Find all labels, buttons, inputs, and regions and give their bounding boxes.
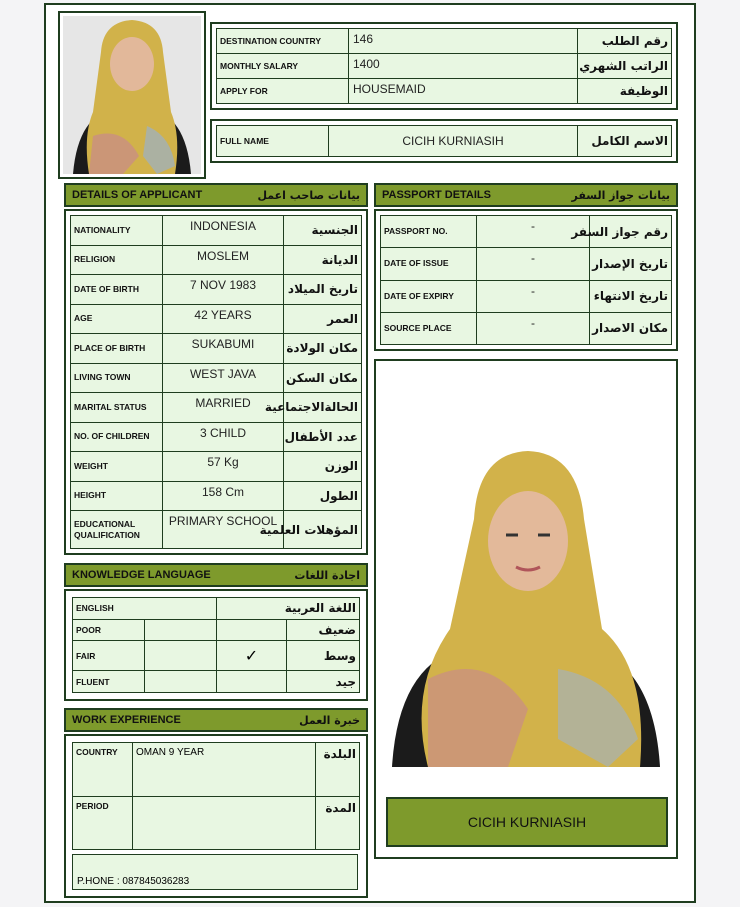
table-row [71, 245, 362, 275]
language-table [72, 597, 360, 693]
row-label: HEIGHT [71, 481, 163, 511]
full-name-label: FULL NAME [217, 126, 329, 157]
row-value: 57 Kg [163, 452, 284, 482]
request-info-box [210, 22, 678, 110]
row-label-arabic: تاريخ الانتهاء [590, 280, 672, 312]
section-header-passport [374, 183, 678, 207]
row-label: PASSPORT NO. [381, 216, 477, 248]
level-label-arabic: ضعيف [287, 619, 360, 641]
row-value: INDONESIA [163, 216, 284, 246]
table-row [71, 481, 362, 511]
table-row [71, 363, 362, 393]
section-title: PASSPORT DETAILS [382, 189, 491, 201]
country-label-arabic: البلدة [316, 743, 360, 797]
row-label-arabic: الحالةالاجتماعية [284, 393, 362, 423]
row-label: PLACE OF BIRTH [71, 334, 163, 364]
level-label-arabic: جيد [287, 671, 360, 693]
period-label: PERIOD [73, 796, 133, 850]
passport-details-table [380, 215, 672, 345]
section-title: KNOWLEDGE LANGUAGE [72, 569, 211, 581]
row-value: HOUSEMAID [349, 79, 578, 104]
row-label: NATIONALITY [71, 216, 163, 246]
table-row [71, 334, 362, 364]
table-row [71, 452, 362, 482]
table-row [381, 280, 672, 312]
table-row [73, 743, 360, 797]
passport-details-box [374, 209, 678, 351]
row-label: WEIGHT [71, 452, 163, 482]
row-value: 42 YEARS [163, 304, 284, 334]
row-label: DATE OF ISSUE [381, 248, 477, 280]
table-row [71, 304, 362, 334]
section-title: DETAILS OF APPLICANT [72, 189, 203, 201]
row-label-arabic: رقم جواز السفر [590, 216, 672, 248]
period-label-arabic: المدة [316, 796, 360, 850]
row-label-arabic: الديانة [284, 245, 362, 275]
row-label: AGE [71, 304, 163, 334]
table-row [381, 312, 672, 344]
level-checkmark [217, 619, 287, 641]
work-experience-table [72, 742, 360, 850]
row-value: MARRIED [163, 393, 284, 423]
table-row [381, 248, 672, 280]
table-row [381, 216, 672, 248]
section-header-applicant [64, 183, 368, 207]
row-label-arabic: مكان الولادة [284, 334, 362, 364]
row-label-arabic: الوظيفة [578, 79, 672, 104]
table-row [217, 126, 672, 157]
row-value: - [477, 280, 590, 312]
row-label: LIVING TOWN [71, 363, 163, 393]
row-label: NO. OF CHILDREN [71, 422, 163, 452]
phone-box [72, 854, 358, 890]
level-checkmark [217, 671, 287, 693]
row-label-arabic: تاريخ الميلاد [284, 275, 362, 305]
full-name-label-arabic: الاسم الكامل [578, 126, 672, 157]
table-row [217, 79, 672, 104]
table-row [73, 598, 360, 620]
work-experience-box [64, 734, 368, 898]
row-label: DATE OF EXPIRY [381, 280, 477, 312]
period-value [133, 796, 316, 850]
row-label-arabic: تاريخ الإصدار [590, 248, 672, 280]
row-value: - [477, 312, 590, 344]
row-label: EDUCATIONAL QUALIFICATION [71, 511, 163, 549]
language-box [64, 589, 368, 701]
request-info-table [216, 28, 672, 104]
row-label-arabic: العمر [284, 304, 362, 334]
row-label-arabic: مكان السكن [284, 363, 362, 393]
row-label: MONTHLY SALARY [217, 54, 349, 79]
section-title: WORK EXPERIENCE [72, 714, 181, 726]
row-value: 158 Cm [163, 481, 284, 511]
row-label-arabic: رقم الطلب [578, 29, 672, 54]
application-form [44, 3, 696, 903]
table-row [217, 29, 672, 54]
full-name-table [216, 125, 672, 157]
table-row [73, 796, 360, 850]
row-value: 146 [349, 29, 578, 54]
row-value: WEST JAVA [163, 363, 284, 393]
large-photo-frame [374, 359, 678, 859]
row-label-arabic: الجنسية [284, 216, 362, 246]
table-row [71, 275, 362, 305]
small-photo-frame [58, 11, 206, 179]
language-header-label: ENGLISH [73, 598, 217, 620]
row-label: MARITAL STATUS [71, 393, 163, 423]
language-header-arabic: اللغة العربية [217, 598, 360, 620]
row-value: 1400 [349, 54, 578, 79]
row-value: - [477, 216, 590, 248]
section-title-arabic: بيانات صاحب اعمل [257, 188, 360, 202]
row-value: PRIMARY SCHOOL [163, 511, 284, 549]
row-value: SUKABUMI [163, 334, 284, 364]
level-checkmark: ✓ [217, 641, 287, 671]
table-row [71, 422, 362, 452]
table-row [73, 671, 360, 693]
table-row [71, 393, 362, 423]
table-row [71, 216, 362, 246]
row-label: APPLY FOR [217, 79, 349, 104]
country-value: OMAN 9 YEAR [133, 743, 316, 797]
level-label-arabic: وسط [287, 641, 360, 671]
level-cell [145, 671, 217, 693]
full-name-value: CICIH KURNIASIH [329, 126, 578, 157]
section-header-language [64, 563, 368, 587]
row-value: - [477, 248, 590, 280]
applicant-details-box [64, 209, 368, 555]
row-value: 3 CHILD [163, 422, 284, 452]
row-label-arabic: الراتب الشهري [578, 54, 672, 79]
row-label-arabic: المؤهلات العلمية [284, 511, 362, 549]
table-row [217, 54, 672, 79]
level-label: POOR [73, 619, 145, 641]
row-value: MOSLEM [163, 245, 284, 275]
table-row [73, 641, 360, 671]
row-value: 7 NOV 1983 [163, 275, 284, 305]
level-label: FAIR [73, 641, 145, 671]
phone-number: P.HONE : 087845036283 [77, 876, 190, 887]
row-label-arabic: الطول [284, 481, 362, 511]
table-row [73, 619, 360, 641]
level-label: FLUENT [73, 671, 145, 693]
section-title-arabic: بيانات جواز السفر [571, 188, 670, 202]
row-label-arabic: عدد الأطفال [284, 422, 362, 452]
applicant-photo-large [388, 449, 664, 767]
full-name-box [210, 119, 678, 163]
section-title-arabic: اجادة اللغات [294, 568, 360, 582]
applicant-photo-small [63, 16, 201, 174]
row-label-arabic: مكان الاصدار [590, 312, 672, 344]
applicant-details-table [70, 215, 362, 549]
row-label-arabic: الوزن [284, 452, 362, 482]
level-cell [145, 619, 217, 641]
country-label: COUNTRY [73, 743, 133, 797]
row-label: SOURCE PLACE [381, 312, 477, 344]
level-cell [145, 641, 217, 671]
row-label: DATE OF BIRTH [71, 275, 163, 305]
section-header-work [64, 708, 368, 732]
photo-caption: CICIH KURNIASIH [386, 797, 668, 847]
row-label: DESTINATION COUNTRY [217, 29, 349, 54]
section-title-arabic: خبرة العمل [299, 713, 360, 727]
row-label: RELIGION [71, 245, 163, 275]
table-row [71, 511, 362, 549]
